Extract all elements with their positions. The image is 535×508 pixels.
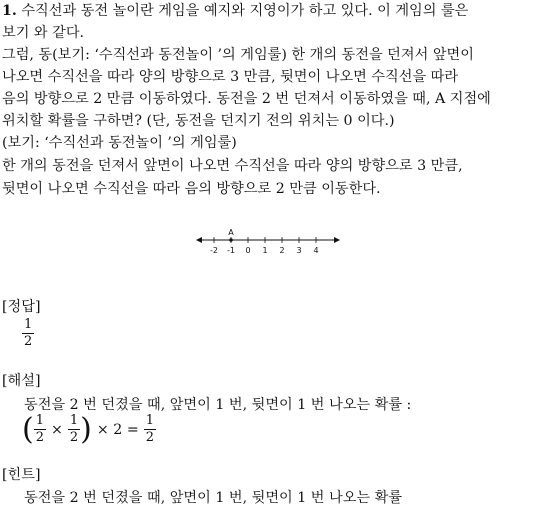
problem-line-1 bbox=[2, 2, 468, 20]
f1-numerator: 1 bbox=[35, 413, 44, 428]
point-a-label: A bbox=[228, 228, 234, 237]
tick-label: 1 bbox=[262, 246, 268, 255]
result-numerator: 1 bbox=[145, 413, 154, 428]
problem-text-1: 수직선과 동전 놀이란 게임을 예지와 지영이가 하고 있다. 이 게임의 룰은 bbox=[21, 3, 469, 19]
explanation-formula: ( $\frac{1}{2}$ × $\frac{1}{2}$ ) × 2 = $\frac{1}{2}$ bbox=[22, 411, 154, 447]
hint-heading: [힌트] bbox=[2, 467, 41, 483]
explanation-heading: [해설] bbox=[2, 373, 41, 389]
point-a-marker bbox=[229, 238, 233, 242]
problem-line-2: 보기 와 같다. bbox=[2, 25, 85, 41]
f1-denominator: 2 bbox=[35, 430, 44, 445]
result-denominator: 2 bbox=[145, 430, 154, 445]
tick-label: 4 bbox=[313, 246, 319, 255]
number-line bbox=[196, 226, 342, 256]
tick-label: -2 bbox=[210, 246, 218, 255]
tick-label: 0 bbox=[245, 246, 251, 255]
answer-fraction bbox=[22, 318, 34, 349]
problem-line-5: 음의 방향으로 2 만큼 이동하였다. 동전을 2 번 던져서 이동하였을 때, A 지점에 bbox=[2, 91, 491, 107]
tick-label: -1 bbox=[227, 246, 235, 255]
answer-heading: [정답] bbox=[2, 299, 41, 315]
problem-line-6: 위치할 확률을 구하면? (단, 동전을 던지기 전의 위치는 0 이다.) bbox=[2, 113, 395, 129]
answer-numerator: 1 bbox=[24, 317, 33, 332]
tick-label: 3 bbox=[296, 246, 302, 255]
problem-line-9: 뒷면이 나오면 수직선을 따라 음의 방향으로 2 만큼 이동한다. bbox=[2, 181, 381, 197]
problem-line-4: 나오면 수직선을 따라 양의 방향으로 3 만큼, 뒷면이 나오면 수직선을 따라 bbox=[2, 69, 459, 85]
f2-denominator: 2 bbox=[69, 430, 79, 445]
tick-label: 2 bbox=[279, 246, 285, 255]
f2-numerator: 1 bbox=[69, 413, 79, 428]
hint-text: 동전을 2 번 던졌을 때, 앞면이 1 번, 뒷면이 1 번 나오는 확률 bbox=[24, 490, 403, 506]
formula-tail: × 2 = bbox=[96, 421, 139, 438]
problem-line-8: 한 개의 동전을 던져서 앞면이 나오면 수직선을 따라 양의 방향으로 3 만큼, bbox=[2, 158, 463, 174]
explanation-text: 동전을 2 번 던졌을 때, 앞면이 1 번, 뒷면이 1 번 나오는 확률 : bbox=[24, 397, 412, 413]
problem-number: 1. bbox=[2, 3, 17, 19]
times-sign: × bbox=[51, 421, 63, 438]
problem-line-7: (보기: ‘수직선과 동전놀이 ’의 게임룰) bbox=[2, 135, 237, 151]
problem-line-3: 그럼, 동(보기: ‘수직선과 동전놀이 ’의 게임룰) 한 개의 동전을 던져서 앞면이 bbox=[2, 47, 474, 63]
answer-denominator: 2 bbox=[24, 334, 33, 349]
